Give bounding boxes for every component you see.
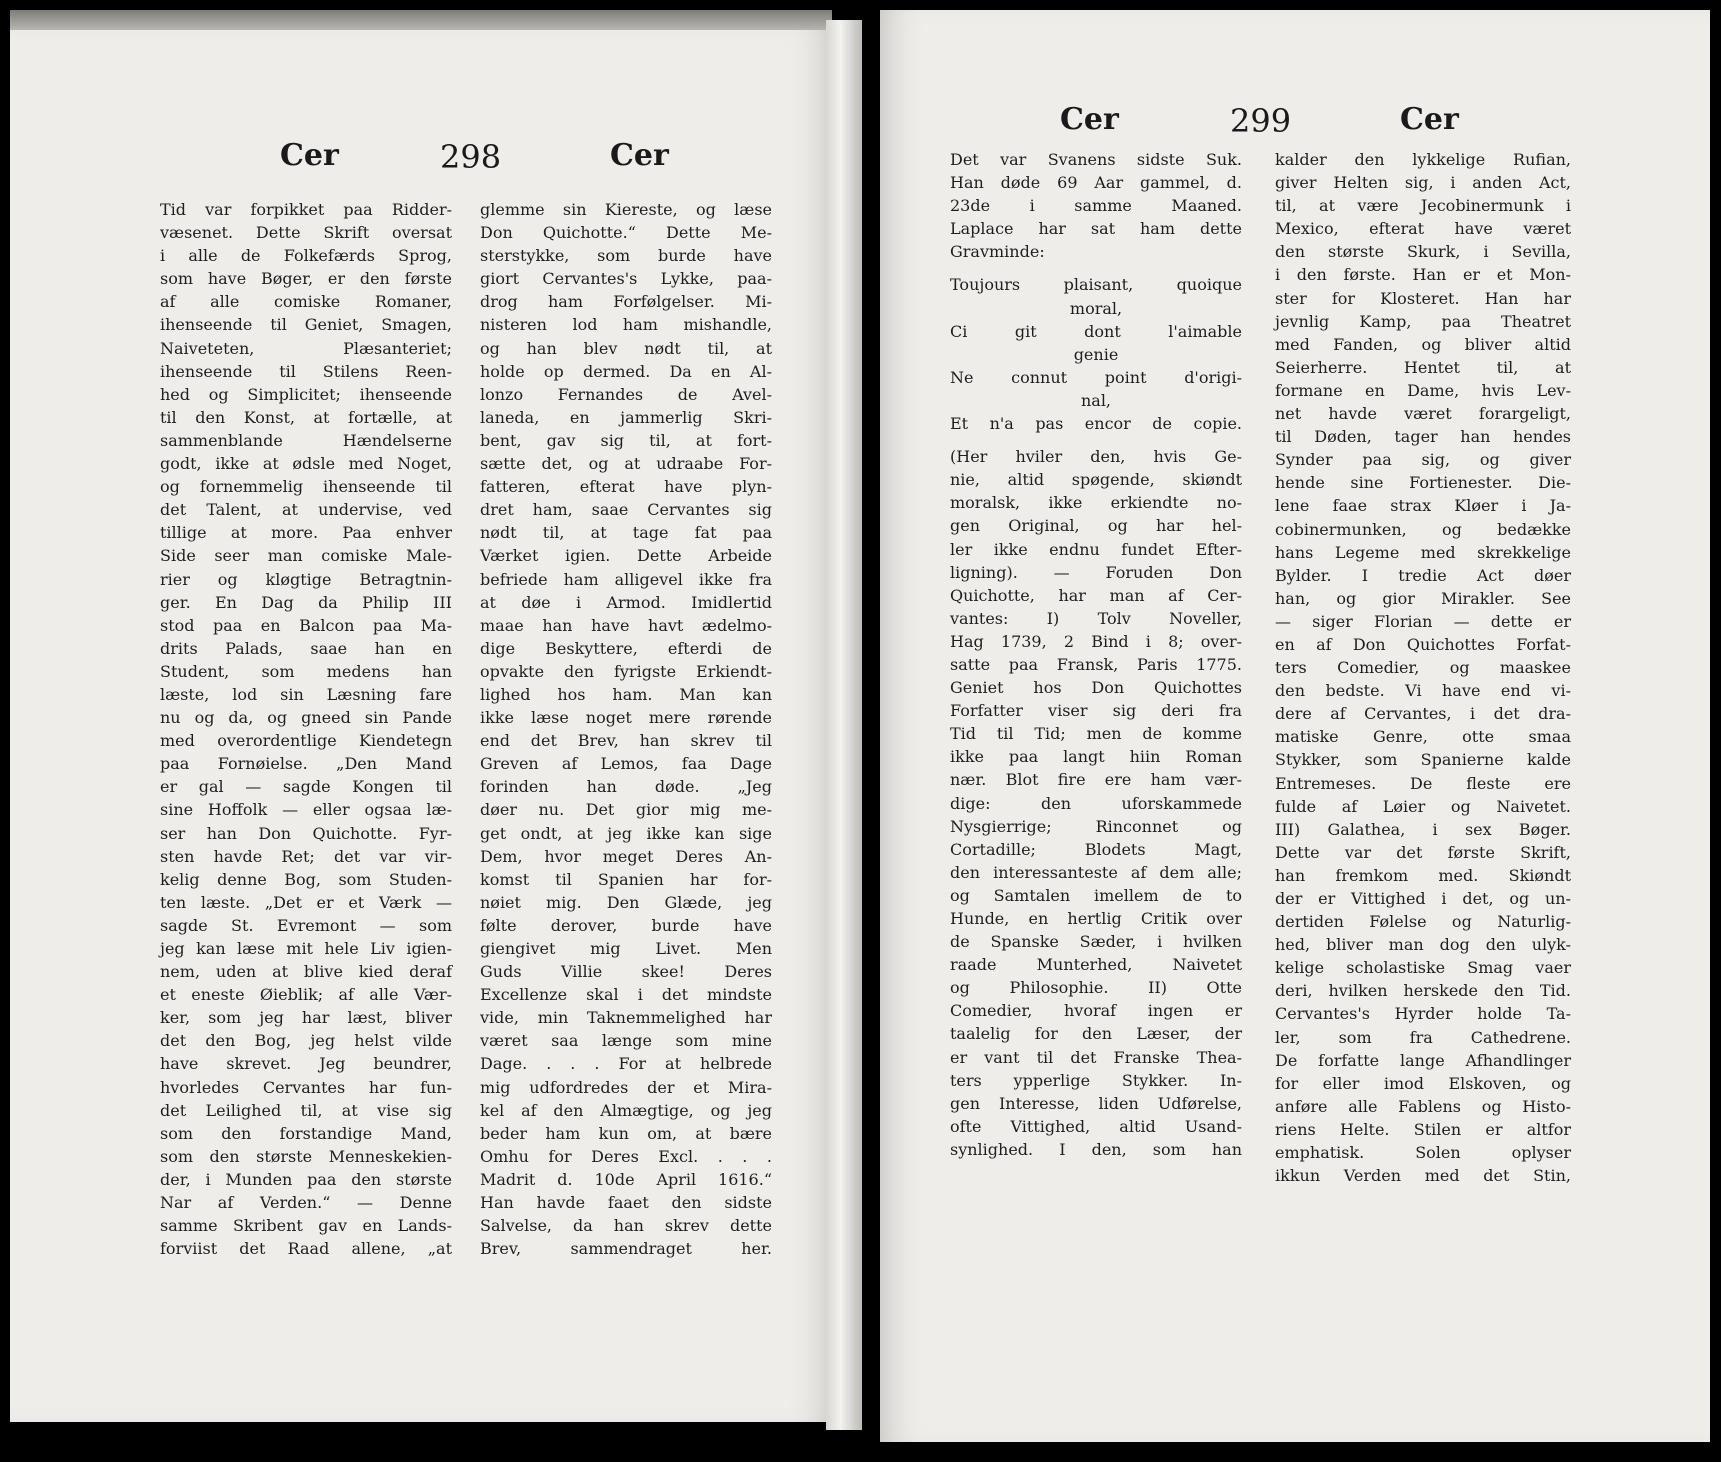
text-line: sterstykke, som burde have xyxy=(480,246,772,266)
text-line: Salvelse, da han skrev dette xyxy=(480,1216,772,1236)
text-line: Seierherre. Hentet til, at xyxy=(1275,357,1571,377)
text-line: de Spanske Sæder, i hvilken xyxy=(950,932,1242,952)
text-line: nær. Blot fire ere ham vær- xyxy=(950,770,1242,790)
text-line: opvakte den fyrigste Erkiendt- xyxy=(480,661,772,681)
text-line: — siger Florian — dette er xyxy=(1275,611,1571,631)
text-line: fatteren, efterat have plyn- xyxy=(480,477,772,497)
text-line: Laplace har sat ham dette xyxy=(950,219,1242,239)
text-line: kel af den Almægtige, og jeg xyxy=(480,1100,772,1120)
text-line: anføre alle Fablens og Histo- xyxy=(1275,1096,1571,1116)
text-line: drits Palads, saae han en xyxy=(160,638,452,658)
text-line: ters Comedier, og maaskee xyxy=(1275,658,1571,678)
text-line: giver Helten sig, i anden Act, xyxy=(1275,173,1571,193)
text-line: gen Original, og har hel- xyxy=(950,516,1242,536)
poem-line: Toujours plaisant, quoique xyxy=(950,275,1242,295)
text-line: Hunde, en hertlig Critik over xyxy=(950,909,1242,928)
text-line: bent, gav sig til, at fort- xyxy=(480,430,772,450)
epitaph-poem xyxy=(950,273,1242,435)
text-line: forviist det Raad allene, „at xyxy=(160,1239,452,1259)
text-line: et eneste Øieblik; af alle Vær- xyxy=(160,985,452,1005)
text-line: og han blev nødt til, at xyxy=(480,338,772,358)
text-line: ikke læse noget mere rørende xyxy=(480,708,772,728)
text-line: laneda, en jammerlig Skri- xyxy=(480,407,772,427)
text-line: som den største Menneskekien- xyxy=(160,1146,452,1166)
poem-line: genie xyxy=(1073,344,1119,364)
left-page-column-1 xyxy=(160,198,452,1260)
text-line: at døe i Armod. Imidlertid xyxy=(480,592,772,612)
text-line: der er Vittighed i det, og un- xyxy=(1275,889,1571,908)
text-line: af alle comiske Romaner, xyxy=(160,292,452,312)
text-line: rier og kløgtige Betragtnin- xyxy=(160,569,452,589)
text-line: med Fanden, og bliver altid xyxy=(1275,334,1571,354)
text-line: ikkun Verden med det Stin, xyxy=(1275,1166,1571,1186)
text-line: Comedier, hvoraf ingen er xyxy=(950,1001,1242,1021)
text-line: Geniet hos Don Quichottes xyxy=(950,678,1242,698)
text-line: nem, uden at blive kied deraf xyxy=(160,962,452,982)
text-line: Dem, hvor meget Deres An- xyxy=(480,846,772,866)
text-line: er gal — sagde Kongen til xyxy=(160,777,452,797)
text-line: net havde været forargeligt, xyxy=(1275,404,1571,424)
text-line: været saa længe som mine xyxy=(480,1031,772,1051)
text-line: ler ikke endnu fundet Efter- xyxy=(950,539,1242,559)
text-line: maae han have havt ædelmo- xyxy=(480,615,772,635)
text-line: det Talent, at undervise, ved xyxy=(160,500,452,520)
text-line: Greven af Lemos, faa Dage xyxy=(480,754,772,774)
text-line: lene faae strax Kløer i Ja- xyxy=(1275,496,1571,516)
text-line: som den forstandige Mand, xyxy=(160,1123,452,1143)
left-header-right-word: Cer xyxy=(610,138,669,173)
text-line: den bedste. Vi have end vi- xyxy=(1275,681,1571,701)
text-line: komst til Spanien har for- xyxy=(480,869,772,889)
text-line: det Leilighed til, at vise sig xyxy=(160,1100,452,1120)
text-line: giengivet mig Livet. Men xyxy=(480,939,772,958)
text-line: ofte Vittighed, altid Usand- xyxy=(950,1116,1242,1136)
text-line: en af Don Quichottes Forfat- xyxy=(1275,634,1571,654)
text-line: Side seer man comiske Male- xyxy=(160,546,452,566)
text-line: han, og gior Mirakler. See xyxy=(1275,588,1571,608)
text-line: 23de i samme Maaned. xyxy=(950,196,1242,216)
text-line: Nar af Verden.“ — Denne xyxy=(160,1193,452,1213)
text-line: som have Bøger, er den første xyxy=(160,269,452,289)
text-line: ikke paa langt hiin Roman xyxy=(950,747,1242,767)
text-line: Guds Villie skee! Deres xyxy=(480,962,772,982)
text-line: ihenseende til Geniet, Smagen, xyxy=(160,315,452,335)
text-line: hvorledes Cervantes har fun- xyxy=(160,1077,452,1097)
text-line: Tid til Tid; men de komme xyxy=(950,724,1242,744)
text-line: drog ham Forfølgelser. Mi- xyxy=(480,292,772,312)
left-page-edge xyxy=(826,20,862,1430)
text-line: dige Beskyttere, efterdi de xyxy=(480,638,772,658)
text-line: for eller imod Elskoven, og xyxy=(1275,1073,1571,1093)
text-line: nu og da, og gneed sin Pande xyxy=(160,708,452,728)
text-line: taalelig for den Læser, der xyxy=(950,1024,1242,1044)
text-line: Gravminde: xyxy=(950,242,1045,262)
text-line: sten havde Ret; det var vir- xyxy=(160,846,452,866)
text-line: samme Skribent gav en Lands- xyxy=(160,1216,452,1236)
text-line: er vant til det Franske Thea- xyxy=(950,1047,1242,1067)
poem-line: nal, xyxy=(1080,390,1112,410)
right-page-column-1 xyxy=(950,148,1242,1161)
text-line: emphatisk. Solen oplyser xyxy=(1275,1143,1571,1163)
text-line: glemme sin Kiereste, og læse xyxy=(480,200,772,219)
right-col1-intro xyxy=(950,148,1242,263)
text-line: til, at være Jecobinermunk i xyxy=(1275,196,1571,216)
text-line: stod paa en Balcon paa Ma- xyxy=(160,615,452,635)
text-line: dige: den uforskammede xyxy=(950,793,1242,813)
text-line: ser han Don Quichotte. Fyr- xyxy=(160,823,452,843)
left-header-left-word: Cer xyxy=(280,138,339,173)
poem-line: Ci git dont l'aimable xyxy=(950,321,1242,341)
text-line: Han havde faaet den sidste xyxy=(480,1193,772,1213)
right-page xyxy=(880,10,1710,1442)
text-line: vide, min Taknemmelighed har xyxy=(480,1008,772,1028)
text-line: og Philosophie. II) Otte xyxy=(950,978,1242,998)
text-line: Dette var det første Skrift, xyxy=(1275,842,1571,862)
text-line: forinden han døde. „Jeg xyxy=(480,777,772,797)
text-line: og Samtalen imellem de to xyxy=(950,885,1242,905)
text-line: get ondt, at jeg ikke kan sige xyxy=(480,823,772,843)
text-line: ster for Klosteret. Han har xyxy=(1275,288,1571,308)
text-line: ker, som jeg har læst, bliver xyxy=(160,1008,452,1028)
text-line: cobinermunken, og bedække xyxy=(1275,519,1571,539)
text-line: Det var Svanens sidste Suk. xyxy=(950,150,1242,169)
text-line: gen Interesse, liden Udførelse, xyxy=(950,1093,1242,1113)
left-page-number: 298 xyxy=(440,138,502,176)
text-line: have skrevet. Jeg beundrer, xyxy=(160,1054,452,1074)
text-line: riens Helte. Stilen er altfor xyxy=(1275,1119,1571,1139)
text-line: nøiet mig. Den Glæde, jeg xyxy=(480,892,772,912)
text-line: kelige scholastiske Smag vaer xyxy=(1275,958,1571,978)
text-line: han fremkom med. Skiøndt xyxy=(1275,865,1571,885)
text-line: lonzo Fernandes de Avel- xyxy=(480,384,772,404)
text-line: den interessanteste af dem alle; xyxy=(950,862,1242,882)
text-line: i den første. Han er et Mon- xyxy=(1275,265,1571,285)
right-page-header xyxy=(880,90,1710,150)
text-line: mig udfordredes der et Mira- xyxy=(480,1077,772,1097)
text-line: III) Galathea, i sex Bøger. xyxy=(1275,819,1571,839)
text-line: Excellenze skal i det mindste xyxy=(480,985,772,1005)
text-line: Hag 1739, 2 Bind i 8; over- xyxy=(950,631,1242,651)
text-line: hans Legeme med skrekkelige xyxy=(1275,542,1571,562)
poem-line: moral, xyxy=(1069,298,1123,318)
text-line: den største Skurk, i Sevilla, xyxy=(1275,242,1571,262)
text-line: Stykker, som Spanierne kalde xyxy=(1275,750,1571,770)
text-line: Quichotte, har man af Cer- xyxy=(950,585,1242,605)
text-line: holde op dermed. Da en Al- xyxy=(480,361,772,381)
text-line: kelig denne Bog, som Studen- xyxy=(160,869,452,889)
text-line: der, i Munden paa den største xyxy=(160,1169,452,1189)
text-line: Cervantes's Hyrder holde Ta- xyxy=(1275,1004,1571,1024)
text-line: og fornemmelig ihenseende til xyxy=(160,477,452,497)
text-line: hende sine Fortienester. Die- xyxy=(1275,473,1571,493)
left-page-header xyxy=(10,110,832,176)
left-page-column-2 xyxy=(480,198,772,1260)
text-line: Nysgierrige; Rinconnet og xyxy=(950,816,1242,836)
text-line: til den Konst, at fortælle, at xyxy=(160,407,452,427)
text-line: Madrit d. 10de April 1616.“ xyxy=(480,1169,772,1189)
text-line: ihenseende til Stilens Reen- xyxy=(160,361,452,381)
text-line: Naiveteten, Plæsanteriet; xyxy=(160,338,452,358)
right-header-right-word: Cer xyxy=(1400,102,1459,137)
text-line: dertiden Følelse og Naturlig- xyxy=(1275,912,1571,932)
text-line: (Her hviler den, hvis Ge- xyxy=(950,447,1242,467)
text-line: Forfatter viser sig deri fra xyxy=(950,701,1242,721)
text-line: Omhu for Deres Excl. . . . xyxy=(480,1146,772,1166)
text-line: godt, ikke at ødsle med Noget, xyxy=(160,454,452,474)
text-line: De forfatte lange Afhandlinger xyxy=(1275,1050,1571,1070)
text-line: nisteren lod ham mishandle, xyxy=(480,315,772,335)
text-line: sagde St. Evremont — som xyxy=(160,915,452,935)
text-line: ler, som fra Cathedrene. xyxy=(1275,1027,1571,1047)
right-page-column-2 xyxy=(1275,148,1571,1187)
text-line: moralsk, ikke erkiendte no- xyxy=(950,493,1242,513)
text-line: Cortadille; Blodets Magt, xyxy=(950,839,1242,859)
text-line: ligning). — Foruden Don xyxy=(950,562,1242,582)
text-line: fulde af Løier og Naivetet. xyxy=(1275,796,1571,816)
text-line: Dage. . . . For at helbrede xyxy=(480,1054,772,1074)
poem-line: Et n'a pas encor de copie. xyxy=(950,414,1242,434)
text-line: befriede ham alligevel ikke fra xyxy=(480,569,772,589)
text-line: nie, altid spøgende, skiøndt xyxy=(950,470,1242,490)
spine-gap xyxy=(862,0,878,1462)
text-line: sine Hoffolk — eller ogsaa læ- xyxy=(160,800,452,820)
text-line: raade Munterhed, Naivetet xyxy=(950,955,1242,975)
text-line: til Døden, tager han hendes xyxy=(1275,427,1571,447)
text-line: døer nu. Det gior mig me- xyxy=(480,800,772,820)
text-line: dere af Cervantes, i det dra- xyxy=(1275,704,1571,724)
text-line: hed, bliver man dog den ulyk- xyxy=(1275,935,1571,955)
right-col1-rest xyxy=(950,445,1242,1161)
text-line: dret ham, saae Cervantes sig xyxy=(480,500,772,520)
text-line: jevnlig Kamp, paa Theatret xyxy=(1275,311,1571,331)
text-line: synlighed. I den, som han xyxy=(950,1139,1242,1159)
poem-line: Ne connut point d'origi- xyxy=(950,367,1242,387)
text-line: lighed hos ham. Man kan xyxy=(480,684,772,704)
text-line: læste, lod sin Læsning fare xyxy=(160,684,452,704)
text-line: end det Brev, han skrev til xyxy=(480,731,772,751)
text-line: deri, hvilken herskede den Tid. xyxy=(1275,981,1571,1001)
text-line: Tid var forpikket paa Ridder- xyxy=(160,200,452,219)
text-line: nødt til, at tage fat paa xyxy=(480,523,772,543)
text-line: sætte det, og at udraabe For- xyxy=(480,454,772,474)
text-line: ten læste. „Det er et Værk — xyxy=(160,892,452,912)
text-line: formane en Dame, hvis Lev- xyxy=(1275,380,1571,400)
text-line: giort Cervantes's Lykke, paa- xyxy=(480,269,772,289)
text-line: sammenblande Hændelserne xyxy=(160,430,452,450)
text-line: med overordentlige Kiendetegn xyxy=(160,731,452,751)
text-line: Synder paa sig, og giver xyxy=(1275,450,1571,470)
right-header-left-word: Cer xyxy=(1060,102,1119,137)
text-line: ters ypperlige Stykker. In- xyxy=(950,1070,1242,1090)
left-page xyxy=(10,30,832,1422)
text-line: hed og Simplicitet; ihenseende xyxy=(160,384,452,404)
text-line: kalder den lykkelige Rufian, xyxy=(1275,150,1571,169)
text-line: det den Bog, jeg helst vilde xyxy=(160,1031,452,1051)
text-line: Brev, sammendraget her. xyxy=(480,1239,772,1259)
text-line: Student, som medens han xyxy=(160,661,452,681)
text-line: jeg kan læse mit hele Liv igien- xyxy=(160,939,452,958)
text-line: paa Fornøielse. „Den Mand xyxy=(160,754,452,774)
text-line: vantes: I) Tolv Noveller, xyxy=(950,608,1242,628)
text-line: tillige at more. Paa enhver xyxy=(160,523,452,543)
right-page-number: 299 xyxy=(1230,102,1292,140)
text-line: Don Quichotte.“ Dette Me- xyxy=(480,223,772,243)
text-line: Entremeses. De fleste ere xyxy=(1275,773,1571,793)
text-line: i alle de Folkefærds Sprog, xyxy=(160,246,452,266)
text-line: satte paa Fransk, Paris 1775. xyxy=(950,654,1242,674)
text-line: ger. En Dag da Philip III xyxy=(160,592,452,612)
text-line: Værket igien. Dette Arbeide xyxy=(480,546,772,566)
text-line: Han døde 69 Aar gammel, d. xyxy=(950,173,1242,193)
text-line: Bylder. I tredie Act døer xyxy=(1275,565,1571,585)
text-line: Mexico, efterat have været xyxy=(1275,219,1571,239)
text-line: væsenet. Dette Skrift oversat xyxy=(160,223,452,243)
text-line: beder ham kun om, at bære xyxy=(480,1123,772,1143)
text-line: følte derover, burde have xyxy=(480,915,772,935)
text-line: matiske Genre, otte smaa xyxy=(1275,727,1571,747)
